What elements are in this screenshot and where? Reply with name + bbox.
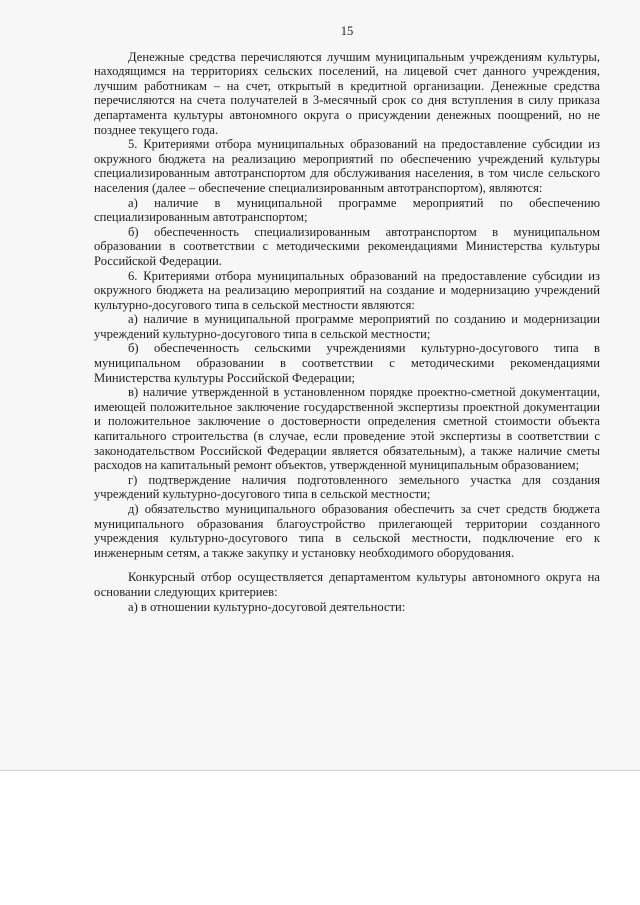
paragraph-criteria-6d: д) обязательство муниципального образования обеспечить за счет средств бюджета муниципального образования благоустройство прилегающей территории созданного учреждения культурно-досугового типа в сельской местности, подключение его к инженерным сетям, а также закупку и установку необходимого оборудования. bbox=[94, 502, 600, 560]
paragraph-criteria-6a: а) наличие в муниципальной программе мероприятий по созданию и модернизации учреждений культурно-досугового типа в сельской местности; bbox=[94, 312, 600, 341]
paragraph-cultural-leisure: а) в отношении культурно-досуговой деятельности: bbox=[128, 599, 406, 614]
paragraph-criteria-5: 5. Критериями отбора муниципальных образований на предоставление субсидии из окружного бюджета на реализацию мероприятий по обеспечению учреждений культуры специализированным автотранспортом для обслуживания населения, в том числе сельского населения (далее – обеспечение специализированным автотранспортом), являются: bbox=[94, 137, 600, 195]
paragraph-criteria-6: 6. Критериями отбора муниципальных образований на предоставление субсидии из окружного бюджета на реализацию мероприятий на создание и модернизацию учреждений культурно-досугового типа в сельской местности являются: bbox=[94, 268, 600, 312]
paragraph-criteria-6g: г) подтверждение наличия подготовленного земельного участка для создания учреждений культурно-досугового типа в сельской местности; bbox=[94, 472, 600, 502]
paragraph-competition-selection: Конкурсный отбор осуществляется департаментом культуры автономного округа на основании следующих критериев: bbox=[94, 570, 600, 599]
paragraph-criteria-6b: б) обеспеченность сельскими учреждениями культурно-досугового типа в муниципальном образовании в соответствии с методическими рекомендациями Министерства культуры Российской Федерации; bbox=[94, 341, 600, 385]
paragraph-criteria-6v: в) наличие утвержденной в установленном порядке проектно-сметной документации, имеющей положительное заключение государственной экспертизы проектной документации и положительное заключение о достоверности определения сметной стоимости объекта капитального строительства (в случае, если проведение этой экспертизы в соответствии с законодательством Российской Федерации является обязательным), а также наличие сметы расходов на капитальный ремонт объектов, утвержденной муниципальным образованием; bbox=[94, 385, 600, 473]
page-number: 15 bbox=[340, 24, 354, 38]
document-body bbox=[94, 24, 600, 614]
paragraph-criteria-5b: б) обеспеченность специализированным автотранспортом в муниципальном образовании в соответствии с методическими рекомендациями Министерства культуры Российской Федерации. bbox=[94, 224, 600, 268]
paragraph-criteria-5a: а) наличие в муниципальной программе мероприятий по обеспечению специализированным автотранспортом; bbox=[94, 195, 600, 225]
paragraph-cash-transfer: Денежные средства перечисляются лучшим муниципальным учреждениям культуры, находящимся на территориях сельских поселений, на лицевой счет данного учреждения, лучшим работникам – на счет, открытый в кредитной организации. Денежные средства перечисляются на счета получателей в 3-месячный срок со дня вступления в силу приказа департамента культуры автономного округа о присуждении денежных поощрений, но не позднее текущего года. bbox=[94, 49, 600, 137]
